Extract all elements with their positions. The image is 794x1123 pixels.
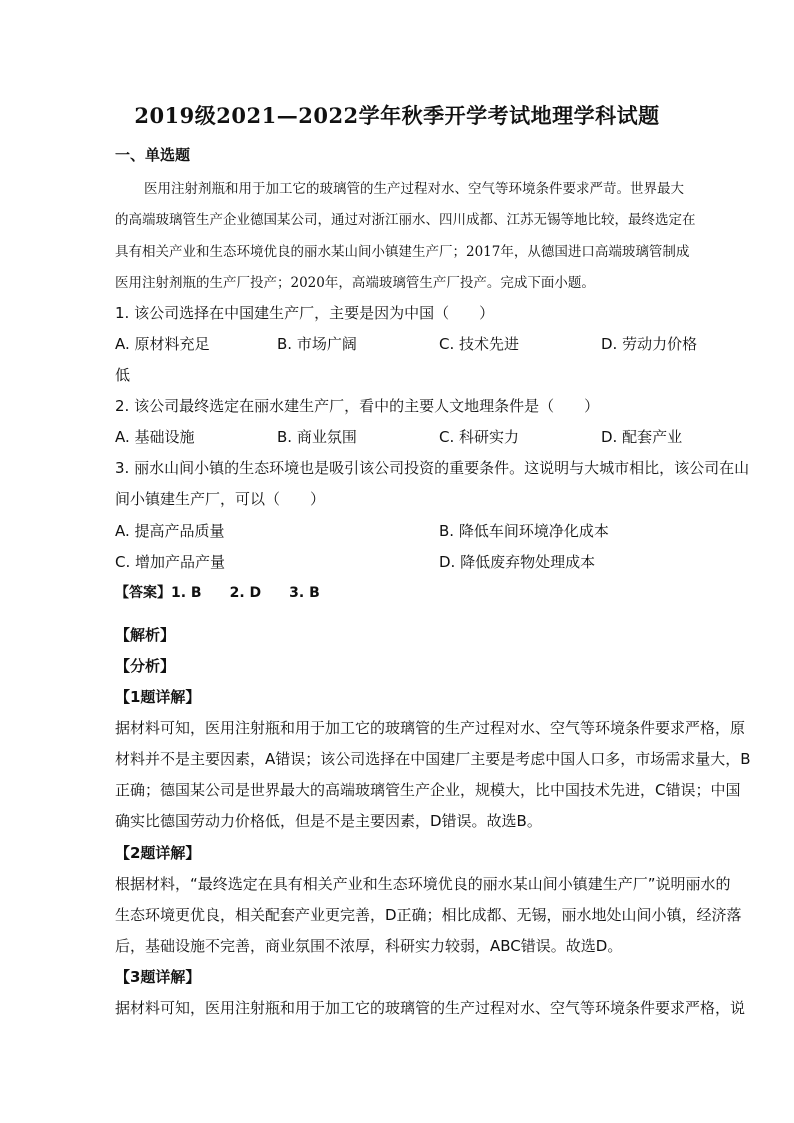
detail-1-line-4: 确实比德国劳动力价格低，但是不是主要因素，D错误。故选B。 [115, 812, 542, 830]
answer-3: 3. B [289, 585, 320, 601]
detail-1-heading: 【1题详解】 [115, 688, 201, 706]
q3-option-a: A. 提高产品质量 [115, 522, 225, 540]
answer-label: 【答案】 [115, 585, 171, 601]
q1-option-c: C. 技术先进 [439, 335, 520, 353]
question-3-stem-line-2: 间小镇建生产厂，可以（ ） [115, 490, 326, 508]
detail-1-line-1: 据材料可知，医用注射瓶和用于加工它的玻璃管的生产过程对水、空气等环境条件要求严格，原 [115, 719, 746, 737]
detail-2-line-1: 根据材料，“最终选定在具有相关产业和生态环境优良的丽水某山间小镇建生产厂”说明丽水的 [115, 875, 731, 893]
q2-option-d: D. 配套产业 [601, 428, 683, 446]
detail-2-line-3: 后，基础设施不完善，商业氛围不浓厚，科研实力较弱，ABC错误。故选D。 [115, 937, 623, 955]
material-line-1: 医用注射剂瓶和用于加工它的玻璃管的生产过程对水、空气等环境条件要求严苛。世界最大 [144, 181, 684, 197]
analysis-heading: 【解析】 [115, 626, 176, 644]
answer-1: 1. B [171, 585, 202, 601]
page-title: 2019级2021—2022学年秋季开学考试地理学科试题 [134, 103, 660, 128]
material-line-2: 的高端玻璃管生产企业德国某公司，通过对浙江丽水、四川成都、江苏无锡等地比较，最终选定在 [115, 212, 696, 228]
material-line-3: 具有相关产业和生态环境优良的丽水某山间小镇建生产厂；2017年，从德国进口高端玻璃管制成 [115, 244, 690, 260]
q1-option-d: D. 劳动力价格 [601, 335, 698, 353]
section-heading: 一、单选题 [115, 146, 191, 164]
question-1-stem: 1. 该公司选择在中国建生产厂，主要是因为中国（ ） [115, 304, 495, 322]
q3-option-c: C. 增加产品产量 [115, 553, 226, 571]
q2-option-a: A. 基础设施 [115, 428, 195, 446]
material-line-4: 医用注射剂瓶的生产厂投产；2020年，高端玻璃管生产厂投产。完成下面小题。 [115, 275, 595, 291]
detail-1-line-3: 正确；德国某公司是世界最大的高端玻璃管生产企业，规模大，比中国技术先进，C错误；中国 [115, 781, 741, 799]
detail-3-heading: 【3题详解】 [115, 968, 201, 986]
q3-option-b: B. 降低车间环境净化成本 [439, 522, 609, 540]
q1-option-a: A. 原材料充足 [115, 335, 210, 353]
detail-3-line-1: 据材料可知，医用注射瓶和用于加工它的玻璃管的生产过程对水、空气等环境条件要求严格，说 [115, 999, 746, 1017]
detail-2-line-2: 生态环境更优良，相关配套产业更完善，D正确；相比成都、无锡，丽水地处山间小镇，经济落 [115, 906, 742, 924]
q1-option-d-continued: 低 [115, 366, 131, 384]
detail-2-heading: 【2题详解】 [115, 844, 201, 862]
answer-line [115, 582, 348, 602]
answer-2: 2. D [229, 585, 262, 601]
q2-option-b: B. 商业氛围 [277, 428, 357, 446]
q2-option-c: C. 科研实力 [439, 428, 520, 446]
question-2-stem: 2. 该公司最终选定在丽水建生产厂，看中的主要人文地理条件是（ ） [115, 397, 600, 415]
q3-option-d: D. 降低废弃物处理成本 [439, 553, 596, 571]
fenxi-heading: 【分析】 [115, 657, 176, 675]
question-3-stem-line-1: 3. 丽水山间小镇的生态环境也是吸引该公司投资的重要条件。这说明与大城市相比，该公司在山 [115, 459, 750, 477]
q1-option-b: B. 市场广阔 [277, 335, 357, 353]
detail-1-line-2: 材料并不是主要因素，A错误；该公司选择在中国建厂主要是考虑中国人口多，市场需求量大，B [115, 750, 751, 768]
